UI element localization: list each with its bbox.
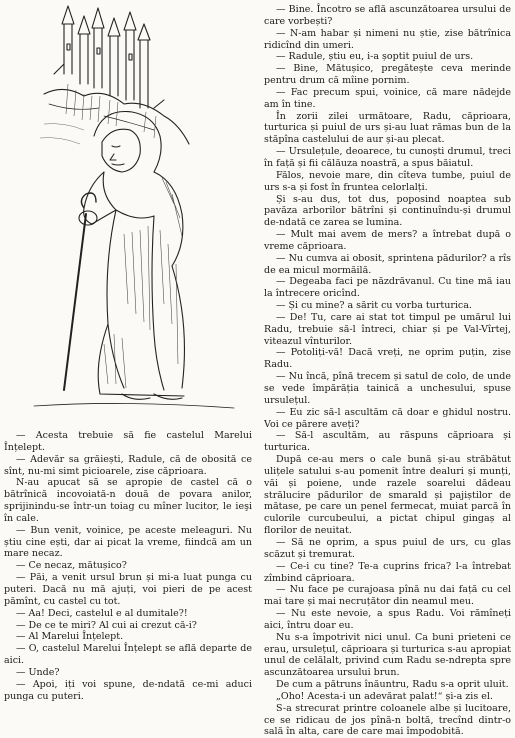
paragraph: — Adevăr sa grăiești, Radule, că de obosită ce sînt, nu-mi simt picioarele, zise căprioara.	[4, 453, 252, 477]
paragraph: — Al Marelui Înțelept.	[16, 631, 124, 643]
paragraph: — Ce necaz, mătușico?	[16, 560, 127, 572]
paragraph: — Și cu mine? a sărit cu vorba turturica.	[276, 300, 472, 312]
old-woman-illustration	[4, 4, 252, 420]
paragraph: — Mult mai avem de mers? a întrebat după o vreme căprioara.	[264, 229, 511, 252]
paragraph: — Unde?	[16, 666, 60, 678]
paragraph: — Bine, Mătușico, pregătește ceva merinde pentru drum că mîine pornim.	[264, 63, 511, 87]
right-column	[264, 4, 511, 738]
paragraph: — O, castelul Marelui Înțelept se află departe de aici.	[4, 643, 252, 667]
paragraph: Și s-au dus, tot dus, poposind noaptea sub pavăza arborilor bătrîni și continuîndu-și drumul de-ndată ce zarea se lumina.	[264, 193, 511, 229]
paragraph: — Nu este nevoie, a spus Radu. Voi rămîneți aici, întru doar eu.	[264, 608, 511, 631]
paragraph: — Bine. Încotro se află ascunzătoarea ursului de care vorbești?	[264, 4, 511, 27]
paragraph: — Să-l ascultăm, au răspuns căprioara și turturica.	[264, 430, 511, 454]
paragraph: — Nu cumva ai obosit, sprintena pădurilor? a rîs de ea micul mormăilă.	[264, 252, 511, 276]
paragraph: — Bun venit, voinice, pe aceste meleaguri. Nu știu cine ești, dar ai picat la vreme, fiindcă am un mare necaz.	[4, 524, 252, 560]
paragraph: În zorii zilei următoare, Radu, căprioara, turturica și puiul de urs și-au luat rămas bun de la stăpîna castelului de aur și-au plecat.	[264, 110, 511, 146]
paragraph: — Nu face pe curajoasa pînă nu dai față cu cel mai tare și mai necruțător din neamul meu.	[264, 584, 511, 608]
paragraph: N-au apucat să se apropie de castel că o bătrînică incovoiată-n două de povara anilor, sprijinindu-se într-un toiag cu mîner lucitor, le ieşi în cale.	[4, 477, 252, 524]
paragraph: — Degeaba faci pe năzdrăvanul. Cu tine mă iau la întrecere oricînd.	[264, 276, 511, 300]
paragraph: — Ce-i cu tine? Te-a cuprins frica? l-a întrebat zîmbind căprioara.	[264, 560, 511, 584]
paragraph: — Ursulețule, deoarece, tu cunoști drumul, treci în față și fii călăuza noastră, a spus băiatul.	[264, 146, 511, 169]
paragraph: — De ce te miri? Al cui ai crezut că-i?	[16, 619, 197, 631]
paragraph: — Nu încă, pînă trecem și satul de colo, de unde se vede împărăția tainică a unchesului, spuse ursulețul.	[264, 371, 511, 406]
paragraph: — Radule, știu eu, i-a șoptit puiul de urs.	[276, 51, 474, 63]
old-woman-with-cane-and-castle-icon	[4, 4, 252, 420]
paragraph: De cum a pătruns înăuntru, Radu s-a oprit uluit.	[276, 679, 509, 691]
paragraph: Nu s-a împotrivit nici unul. Ca buni prieteni ce erau, ursulețul, căprioara și turturica s-au apropiat unul de celălalt, privind cum Radu se-ndrepta spre ascunzătoarea ursului brun.	[264, 631, 511, 679]
left-column	[4, 4, 252, 702]
paragraph: — Să ne oprim, a spus puiul de urs, cu glas scăzut și tremurat.	[264, 536, 511, 560]
paragraph: — Păi, a venit ursul brun și mi-a luat punga cu puteri. Dacă nu mă ajuți, voi pieri de pe acest pămînt, cu castel cu tot.	[4, 572, 252, 607]
paragraph: — Potoliți-vă! Dacă vreți, ne oprim puțin, zise Radu.	[264, 347, 511, 371]
paragraph: Fălos, nevoie mare, din cîteva tumbe, puiul de urs s-a și fost în fruntea celorlalți.	[264, 169, 511, 193]
paragraph: — Fac precum spui, voinice, că mare nădejde am în tine.	[264, 86, 511, 110]
paragraph: După ce-au mers o cale bună și-au străbătut ulițele satului s-au pomenit între dealuri și munți, văi și poiene, unde razele soarelui dădeau strălucire pădurilor de smarald și pajiștilor de mătase, pe care un penel fermecat, muiat parcă în culorile curcubeului, a pictat chipul gingaș al florilor de neuitat.	[264, 454, 511, 537]
paragraph: — Aa! Deci, castelul e al dumitale?!	[16, 607, 188, 619]
paragraph: — Eu zic să-l ascultăm că doar e ghidul nostru. Voi ce părere aveți?	[264, 406, 511, 430]
paragraph: — N-am habar și nimeni nu știe, zise bătrînica ridicînd din umeri.	[264, 27, 511, 51]
paragraph: — Acesta trebuie să fie castelul Marelui Înțelept.	[4, 430, 252, 453]
paragraph: — Apoi, iți voi spune, de-ndată ce-mi aduci punga cu puteri.	[4, 678, 252, 702]
paragraph: S-a strecurat printre coloanele albe și lucitoare, ce se ridicau de jos pînă-n boltă, trecînd dintr-o sală în alta, care de care mai împodobită.	[264, 702, 511, 738]
paragraph: — De! Tu, care ai stat tot timpul pe umărul lui Radu, trebuie să-l întreci, chiar și pe Val-Vîrtej, viteazul vînturilor.	[264, 311, 511, 347]
paragraph: „Oho! Acesta-i un adevărat palat!“ și-a zis el.	[276, 690, 493, 702]
